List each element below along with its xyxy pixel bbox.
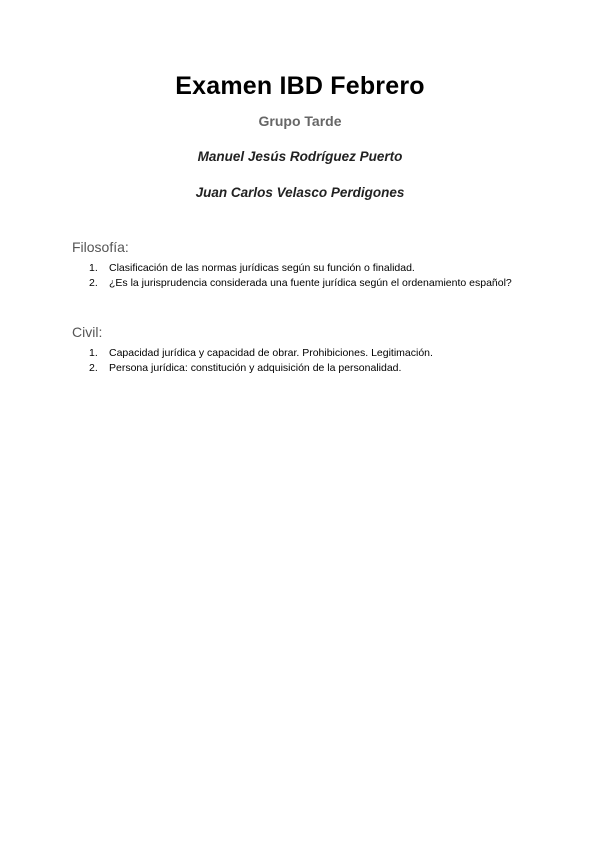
question-text: Persona jurídica: constitución y adquisición de la personalidad. [109, 362, 402, 374]
document-subtitle: Grupo Tarde [258, 113, 342, 129]
list-item [72, 261, 527, 275]
list-item [72, 361, 527, 375]
list-number: 2. [89, 362, 98, 374]
section-heading: Filosofía: [72, 239, 129, 255]
list-item [72, 346, 527, 360]
question-text: Clasificación de las normas jurídicas según su función o finalidad. [109, 262, 415, 274]
document-title: Examen IBD Febrero [175, 72, 425, 100]
question-list [72, 261, 527, 290]
section-heading: Civil: [72, 324, 103, 340]
question-text: ¿Es la jurisprudencia considerada una fuente jurídica según el ordenamiento español? [109, 277, 512, 289]
list-number: 2. [89, 277, 98, 289]
list-number: 1. [89, 262, 98, 274]
section-filosofia [72, 239, 527, 291]
author-name: Juan Carlos Velasco Perdigones [195, 185, 405, 200]
question-text: Capacidad jurídica y capacidad de obrar. Prohibiciones. Legitimación. [109, 347, 433, 359]
list-item [72, 276, 527, 290]
section-civil [72, 324, 527, 376]
author-name: Manuel Jesús Rodríguez Puerto [197, 149, 403, 164]
list-number: 1. [89, 347, 98, 359]
question-list [72, 346, 527, 375]
